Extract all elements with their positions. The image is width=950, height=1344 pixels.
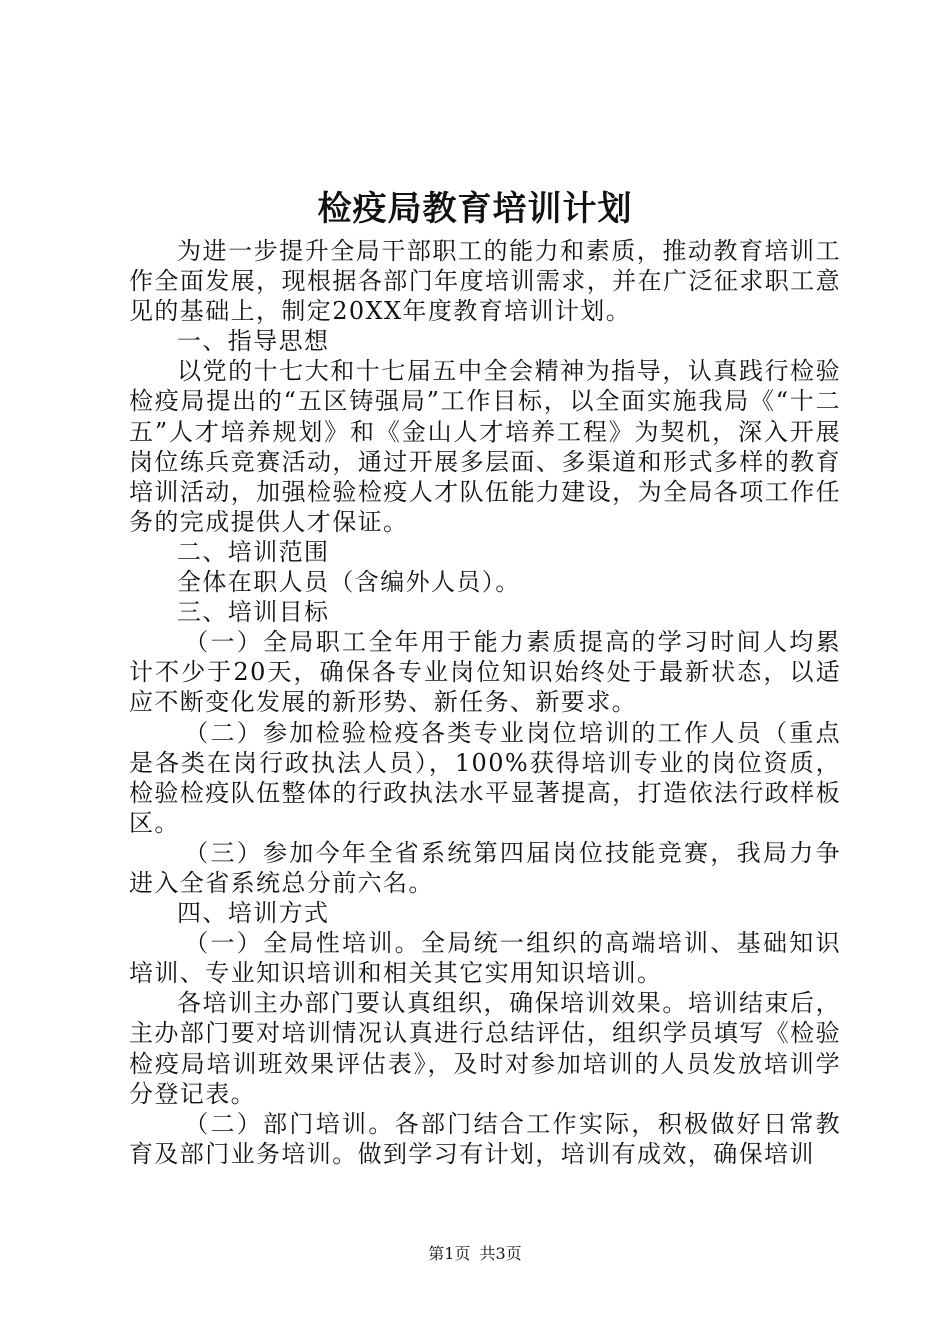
guiding-ideology-paragraph: 以党的十七大和十七届五中全会精神为指导，认真践行检验检疫局提出的“五区铸强局”工作目标，以全面实施我局《“十二五”人才培养规划》和《金山人才培养工程》为契机，深入开展岗位练兵竞赛活动，通过开展多层面、多渠道和形式多样的教育培训活动，加强检验检疫人才队伍能力建设，为全局各项工作任务的完成提供人才保证。 xyxy=(129,357,841,536)
training-goal-item-3: （三）参加今年全省系统第四届岗位技能竞赛，我局力争进入全省系统总分前六名。 xyxy=(129,838,841,897)
training-method-note-paragraph: 各培训主办部门要认真组织，确保培训效果。培训结束后，主办部门要对培训情况认真进行总结评估，组织学员填写《检验检疫局培训班效果评估表》，及时对参加培训的人员发放培训学分登记表。 xyxy=(129,989,841,1108)
section-heading-training-goals: 三、培训目标 xyxy=(177,598,330,627)
document-body xyxy=(129,236,841,1169)
section-heading-training-methods: 四、培训方式 xyxy=(177,899,330,928)
page-total: 共3页 xyxy=(479,1244,522,1263)
training-scope-paragraph: 全体在职人员（含编外人员）。 xyxy=(177,568,521,597)
page-footer xyxy=(0,1244,950,1264)
document-title: 检疫局教育培训计划 xyxy=(317,189,633,229)
training-goal-item-2: （二）参加检验检疫各类专业岗位培训的工作人员（重点是各类在岗行政执法人员），100%获得培训专业的岗位资质，检验检疫队伍整体的行政执法水平显著提高，打造依法行政样板区。 xyxy=(129,718,841,837)
section-heading-guiding-ideology: 一、指导思想 xyxy=(177,327,330,356)
training-method-item-2: （二）部门培训。各部门结合工作实际，积极做好日常教育及部门业务培训。做到学习有计划，培训有成效，确保培训 xyxy=(129,1109,841,1168)
training-method-item-1: （一）全局性培训。全局统一组织的高端培训、基础知识培训、专业知识培训和相关其它实用知识培训。 xyxy=(129,929,841,988)
page-number: 第1页 xyxy=(428,1244,471,1263)
section-heading-training-scope: 二、培训范围 xyxy=(177,537,330,566)
intro-paragraph: 为进一步提升全局干部职工的能力和素质，推动教育培训工作全面发展，现根据各部门年度培训需求，并在广泛征求职工意见的基础上，制定20XX年度教育培训计划。 xyxy=(129,237,841,326)
training-goal-item-1: （一）全局职工全年用于能力素质提高的学习时间人均累计不少于20天，确保各专业岗位知识始终处于最新状态，以适应不断变化发展的新形势、新任务、新要求。 xyxy=(129,628,841,717)
